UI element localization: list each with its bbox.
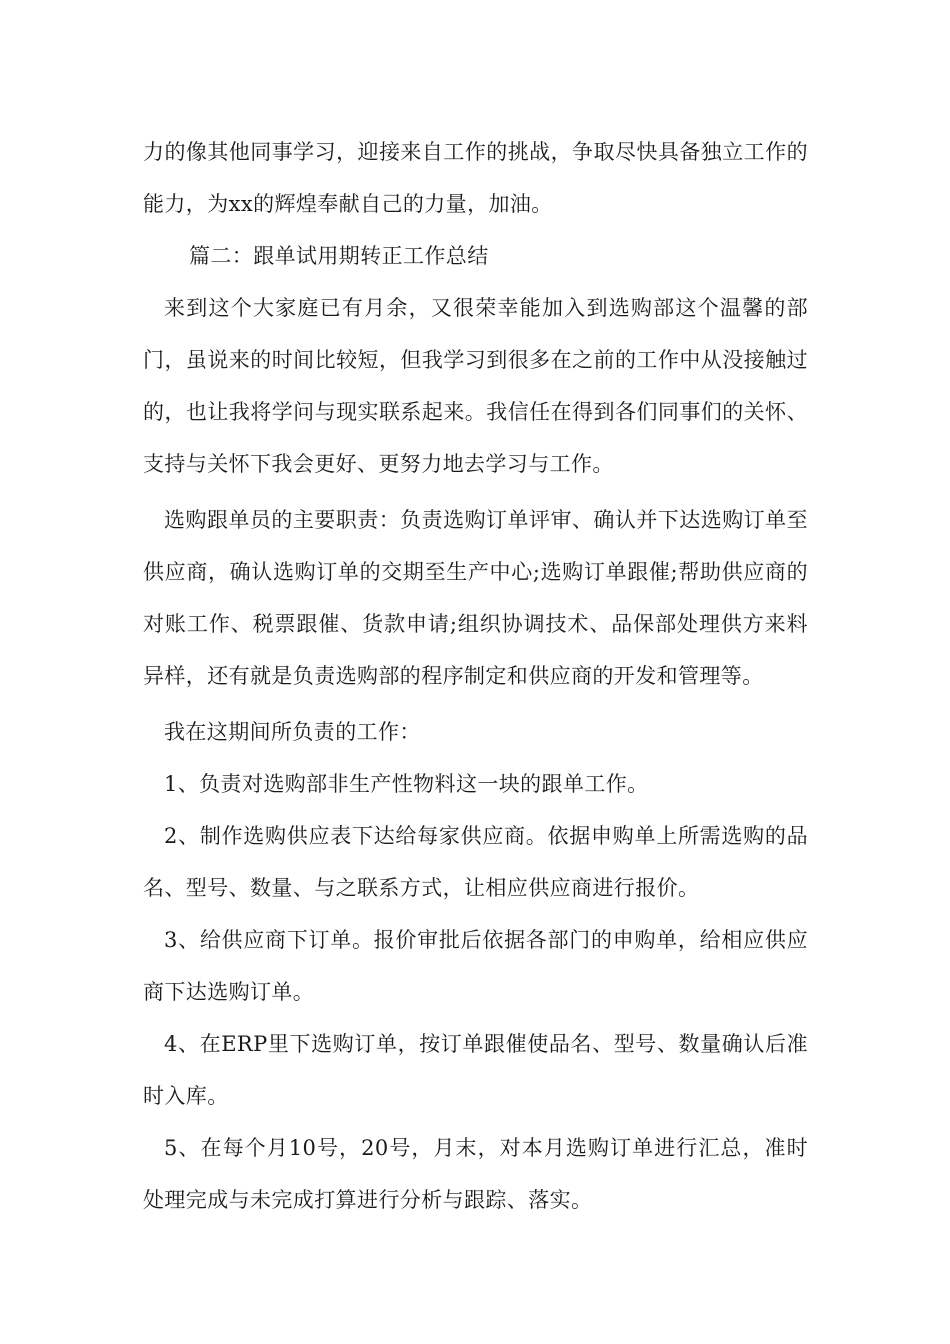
list-item: 3、给供应商下订单。报价审批后依据各部门的申购单，给相应供应商下达选购订单。 [143,928,808,1004]
paragraph-continuation: 力的像其他同事学习，迎接来自工作的挑战，争取尽快具备独立工作的能力，为xx的辉煌奉献自己的力量，加油。 [143,140,808,216]
paragraph-intro: 来到这个大家庭已有月余，又很荣幸能加入到选购部这个温馨的部门，虽说来的时间比较短，但我学习到很多在之前的工作中从没接触过的，也让我将学问与现实联系起来。我信任在得到各们同事们的关怀、支持与关怀下我会更好、更努力地去学习与工作。 [143,296,808,476]
paragraph-duties: 选购跟单员的主要职责：负责选购订单评审、确认并下达选购订单至供应商，确认选购订单的交期至生产中心;选购订单跟催;帮助供应商的对账工作、税票跟催、货款申请;组织协调技术、品保部处理供方来料异样，还有就是负责选购部的程序制定和供应商的开发和管理等。 [143,508,808,688]
list-item: 1、负责对选购部非生产性物料这一块的跟单工作。 [164,772,649,796]
list-item: 2、制作选购供应表下达给每家供应商。依据申购单上所需选购的品名、型号、数量、与之联系方式，让相应供应商进行报价。 [143,824,808,900]
list-item: 5、在每个月10号，20号，月末，对本月选购订单进行汇总，准时处理完成与未完成打算进行分析与跟踪、落实。 [143,1136,808,1212]
document-body [143,126,808,1226]
paragraph-work-intro: 我在这期间所负责的工作： [164,720,421,744]
section-heading: 篇二：跟单试用期转正工作总结 [189,244,489,268]
list-item: 4、在ERP里下选购订单，按订单跟催使品名、型号、数量确认后准时入库。 [143,1032,808,1108]
